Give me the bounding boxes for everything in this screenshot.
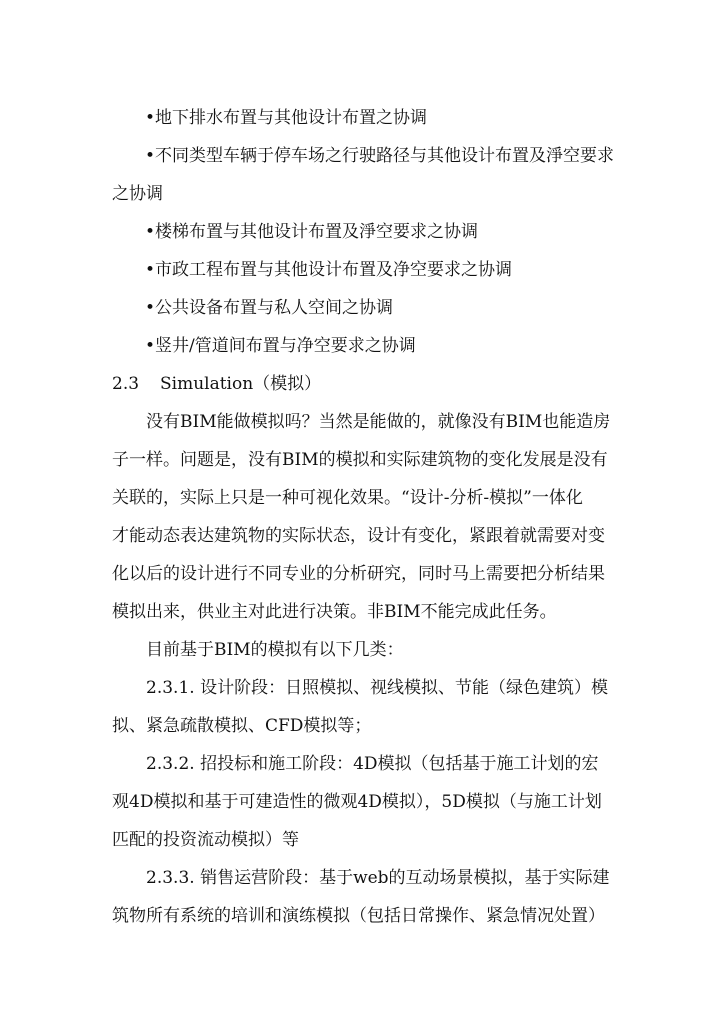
bullet-item-stairs: •楼梯布置与其他设计布置及淨空要求之协调 — [145, 222, 479, 242]
section-heading — [0, 373, 724, 395]
paragraph-line: 子一样。问题是，没有BIM的模拟和实际建筑物的变化发展是没有 — [112, 450, 608, 470]
section-number: 2.3 — [112, 374, 140, 394]
bullet-item-vehicle-path: •不同类型车辆于停车场之行驶路径与其他设计布置及淨空要求 — [145, 146, 615, 166]
bullet-item-public-equipment: •公共设备布置与私人空间之协调 — [145, 298, 394, 318]
bullet-item-municipal: •市政工程布置与其他设计布置及净空要求之协调 — [145, 260, 513, 280]
section-title: Simulation（模拟） — [160, 374, 322, 394]
subsection-design-stage: 2.3.1. 设计阶段：日照模拟、视线模拟、节能（绿色建筑）模 — [146, 678, 609, 698]
paragraph-line: 拟、紧急疏散模拟、CFD模拟等； — [112, 716, 372, 736]
paragraph-line: 观4D模拟和基于可建造性的微观4D模拟），5D模拟（与施工计划 — [112, 792, 602, 812]
paragraph-line: 化以后的设计进行不同专业的分析研究，同时马上需要把分析结果 — [112, 564, 605, 584]
paragraph-line: 目前基于BIM的模拟有以下几类： — [146, 640, 404, 660]
bullet-item-shaft: •竖井/管道间布置与净空要求之协调 — [145, 336, 416, 356]
paragraph-line: 没有BIM能做模拟吗？当然是能做的，就像没有BIM也能造房 — [146, 412, 611, 432]
subsection-operation-stage: 2.3.3. 销售运营阶段：基于web的互动场景模拟，基于实际建 — [146, 868, 610, 888]
paragraph-line: 匹配的投资流动模拟）等 — [112, 830, 299, 850]
paragraph-line: 关联的，实际上只是一种可视化效果。“设计-分析-模拟”一体化 — [112, 488, 583, 508]
subsection-construction-stage: 2.3.2. 招投标和施工阶段：4D模拟（包括基于施工计划的宏 — [146, 754, 599, 774]
bullet-item-vehicle-path-cont: 之协调 — [112, 184, 163, 204]
paragraph-line: 才能动态表达建筑物的实际状态，设计有变化，紧跟着就需要对变 — [112, 526, 605, 546]
bullet-item-drainage: •地下排水布置与其他设计布置之协调 — [145, 108, 428, 128]
paragraph-line: 筑物所有系统的培训和演练模拟（包括日常操作、紧急情况处置） — [112, 906, 605, 926]
paragraph-line: 模拟出来，供业主对此进行决策。非BIM不能完成此任务。 — [112, 602, 557, 622]
